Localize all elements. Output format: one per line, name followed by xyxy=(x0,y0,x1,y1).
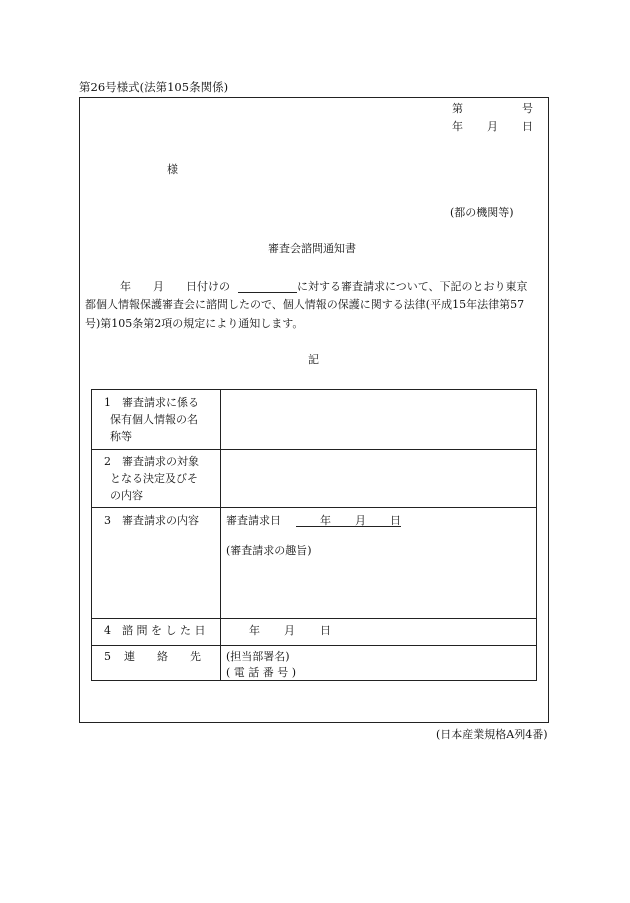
request-date-underline xyxy=(296,526,401,527)
row2-label-line3: の内容 xyxy=(110,489,143,502)
details-table xyxy=(91,389,537,681)
form-number: 第26号様式(法第105条関係) xyxy=(79,80,229,94)
ki-label: 記 xyxy=(308,353,319,366)
row1-label-line2: 保有個人情報の名 xyxy=(110,413,198,426)
request-date-day: 日 xyxy=(390,514,401,527)
doc-number-prefix: 第 xyxy=(452,102,463,115)
date-day-label: 日 xyxy=(522,120,533,133)
body-line3: 号)第105条第2項の規定により通知します。 xyxy=(85,317,304,330)
date-year-label: 年 xyxy=(452,120,463,133)
row1-label-line1: 1 審査請求に係る xyxy=(104,396,199,409)
body-line1-suffix: に対する審査請求について、下記のとおり東京 xyxy=(297,280,528,293)
issuer-label: (都の機関等) xyxy=(450,206,514,219)
body-line1-prefix: 年 月 日付けの xyxy=(120,280,230,293)
request-gist-label: (審査請求の趣旨) xyxy=(226,544,312,557)
row-divider xyxy=(92,618,536,619)
row-divider xyxy=(92,645,536,646)
row5-label: 連 絡 先 xyxy=(124,650,201,663)
reference-underline xyxy=(238,292,297,293)
contact-dept-label: (担当部署名) xyxy=(226,650,290,663)
date-month-label: 月 xyxy=(487,120,498,133)
request-date-label: 審査請求日 xyxy=(226,514,281,527)
document-title: 審査会諮問通知書 xyxy=(268,242,356,255)
row5-number: 5 xyxy=(104,650,111,663)
inquiry-date-year: 年 xyxy=(249,624,260,637)
row2-label-line2: となる決定及びそ xyxy=(110,472,198,485)
addressee-suffix: 様 xyxy=(167,163,178,176)
contact-phone-label: ( 電 話 番 号 ) xyxy=(226,666,297,679)
row-divider xyxy=(92,449,536,450)
row3-label: 3 審査請求の内容 xyxy=(104,514,199,527)
request-date-month: 月 xyxy=(355,514,366,527)
row4-label: 4 諮 問 を し た 日 xyxy=(104,624,206,637)
inquiry-date-month: 月 xyxy=(284,624,295,637)
request-date-year: 年 xyxy=(320,514,331,527)
paper-size-note: (日本産業規格A列4番) xyxy=(436,728,548,741)
inquiry-date-day: 日 xyxy=(320,624,331,637)
body-line2: 都個人情報保護審査会に諮問したので、個人情報の保護に関する法律(平成15年法律第57 xyxy=(85,298,525,311)
column-divider xyxy=(220,390,221,680)
row-divider xyxy=(92,507,536,508)
doc-number-suffix: 号 xyxy=(522,102,533,115)
row1-label-line3: 称等 xyxy=(110,430,132,443)
row2-label-line1: 2 審査請求の対象 xyxy=(104,455,199,468)
